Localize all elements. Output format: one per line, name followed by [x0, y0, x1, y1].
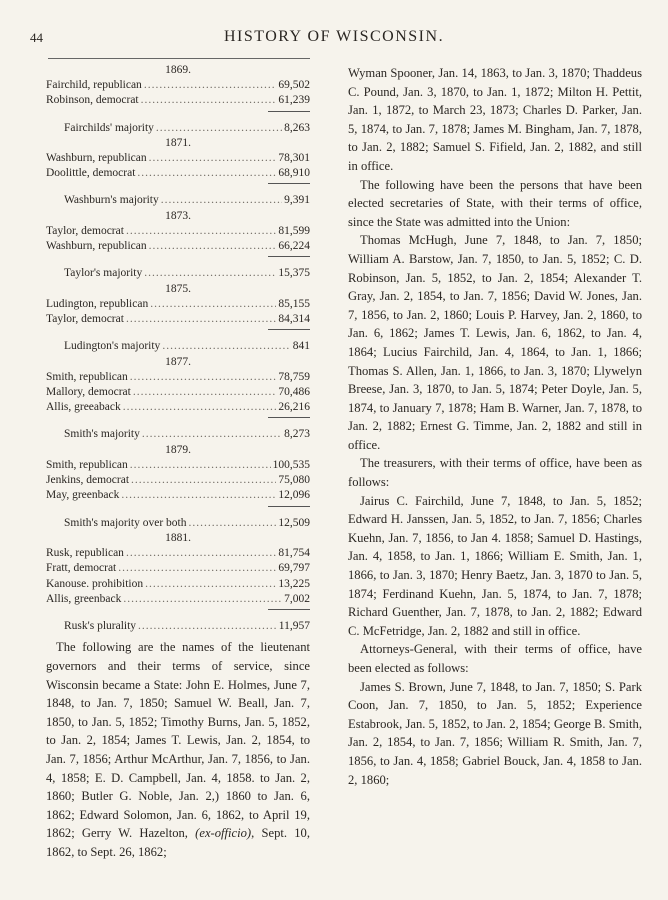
candidate-row [46, 400, 310, 415]
candidate-row [46, 297, 310, 312]
candidate-name: Washburn, republican [46, 240, 147, 253]
candidate-row [46, 592, 310, 607]
vote-count: 61,239 [278, 94, 310, 107]
vote-count: 81,599 [278, 224, 310, 237]
total-rule [268, 183, 310, 193]
dot-leader [137, 166, 276, 181]
vote-count: 84,314 [278, 312, 310, 325]
dot-leader [149, 151, 277, 166]
majority-value: 15,375 [278, 267, 310, 280]
total-rule [268, 417, 310, 427]
candidate-row [46, 166, 310, 181]
header-rule [48, 58, 310, 59]
candidate-name: May, greenback [46, 489, 120, 502]
majority-label: Fairchilds' majority [64, 121, 154, 134]
candidate-name: Fairchild, republican [46, 79, 142, 91]
total-rule [268, 329, 310, 339]
candidate-name: Robinson, democrat [46, 94, 139, 107]
candidate-row [46, 385, 310, 400]
election-year: 1877. [165, 355, 191, 368]
total-rule [268, 506, 310, 516]
candidate-row [46, 224, 310, 239]
vote-count: 78,301 [278, 151, 310, 164]
candidate-name: Taylor, democrat [46, 224, 124, 237]
paragraph-secretaries-intro: The following have been the persons that have been elected secretaries of State, with their terms of office, since the State was admitted into the Union: [348, 177, 642, 229]
dot-leader [123, 592, 282, 607]
total-rule [268, 609, 310, 619]
election-block [46, 209, 310, 282]
paragraph-secretaries-list: Thomas McHugh, June 7, 1848, to Jan. 7, 1850; William A. Barstow, Jan. 7, 1850, to Jan. 5, 1852; C. D. Robinson, Jan. 5, 1852, to Jan. 2, 1854; Alexander T. Gray, Jan. 2, 1854, to Jan. 7, 1856; David W. Jones, Jan. 7, 1856, to Jan. 2, 1860; Louis P. Harvey, Jan. 2, 1860, to Jan. 6, 1862; James T. Lewis, Jan. 6, 1862, to Jan. 4, 1864; Lucius Fairchild, Jan. 4, 1864, to Jan. 1, 1866; Thomas S. Allen, Jan. 1, 1866, to Jan. 3, 1870; Llywelyn Breese, Jan. 3, 1870, to Jan. 5, 1874; Peter Doyle, Jan. 5, 1874, to January 7, 1878; Ham B. Warner, Jan. 7, 1878, to Jan. 2, 1882; Ernest G. Timme, Jan. 2, 1882 and still in office. [348, 233, 642, 452]
candidate-name: Fratt, democrat [46, 562, 117, 575]
candidate-row [46, 473, 310, 488]
election-year: 1873. [165, 209, 191, 222]
paragraph-attorneys-list: James S. Brown, June 7, 1848, to Jan. 7, 1850; S. Park Coon, Jan. 7, 1850, to Jan. 5, 1852; Experience Estabrook, Jan. 5, 1852, to Jan. 2, 1854; George B. Smith, Jan. 2, 1854, to Jan. 7, 1856; William R. Smith, Jan. 7, 1856, to Jan. 4, 1858; Gabriel Bouck, Jan. 4, 1858 to Jan. 2, 1860; [348, 679, 642, 787]
election-year: 1869. [165, 64, 191, 76]
total-rule [268, 111, 310, 121]
majority-value: 8,273 [284, 428, 310, 441]
dot-leader [123, 400, 277, 415]
majority-value: 12,509 [278, 516, 310, 529]
dot-leader [133, 385, 277, 400]
majority-label: Taylor's majority [64, 267, 143, 280]
vote-count: 69,502 [278, 79, 310, 91]
majority-label: Washburn's majority [64, 194, 159, 207]
dot-leader [144, 78, 277, 93]
majority-label: Smith's majority [64, 428, 140, 441]
vote-count: 12,096 [278, 489, 310, 502]
election-block [46, 355, 310, 443]
dot-leader [126, 546, 276, 561]
dot-leader [150, 297, 276, 312]
candidate-name: Rusk, republican [46, 546, 124, 559]
candidate-name: Ludington, republican [46, 297, 149, 310]
majority-label: Rusk's plurality [64, 620, 137, 633]
candidate-row [46, 577, 310, 592]
candidate-row [46, 488, 310, 503]
candidate-name: Kanouse. prohibition [46, 577, 144, 590]
candidate-name: Jenkins, democrat [46, 474, 130, 487]
vote-count: 75,080 [278, 474, 310, 487]
vote-count: 66,224 [278, 240, 310, 253]
dot-leader [189, 516, 277, 531]
dot-leader [130, 370, 277, 385]
majority-row [46, 516, 310, 531]
candidate-row [46, 561, 310, 576]
paragraph-treasurers-intro: The treasurers, with their terms of office, have been as follows: [348, 456, 642, 490]
dot-leader [138, 619, 277, 634]
running-title: HISTORY OF WISCONSIN. [223, 28, 445, 45]
majority-value: 9,391 [284, 194, 310, 207]
dot-leader [121, 488, 276, 503]
vote-count: 100,535 [272, 458, 310, 471]
vote-count: 13,225 [278, 577, 310, 590]
majority-label: Ludington's majority [64, 340, 161, 353]
candidate-name: Allis, greeaback [46, 401, 121, 414]
candidate-row [46, 78, 310, 93]
paragraph-continuation: Wyman Spooner, Jan. 14, 1863, to Jan. 3, 1870; Thaddeus C. Pound, Jan. 3, 1870, to Jan. 1, 1872; Milton H. Pettit, Jan. 1, 1872, to March 23, 1873; Charles D. Parker, Jan. 5, 1874, to Jan. 7, 1878; James M. Bingham, Jan. 7, 1878, to Jan. 2, 1882; Samuel S. Fifield, Jan. 2, 1882, and still in office. [348, 66, 642, 173]
candidate-row [46, 312, 310, 327]
majority-row [46, 266, 310, 281]
candidate-name: Taylor, democrat [46, 312, 124, 325]
election-year: 1871. [165, 136, 191, 149]
dot-leader [145, 577, 276, 592]
majority-row [46, 339, 310, 354]
majority-value: 11,957 [278, 620, 310, 633]
paragraph-attorneys-intro: Attorneys-General, with their terms of office, have been elected as follows: [348, 642, 642, 675]
candidate-row [46, 458, 310, 473]
vote-count: 69,797 [278, 562, 310, 575]
candidate-name: Mallory, democrat [46, 385, 131, 398]
election-year: 1879. [165, 443, 191, 456]
election-year: 1875. [165, 282, 191, 295]
candidate-row [46, 546, 310, 561]
majority-value: 841 [292, 340, 310, 353]
majority-label: Smith's majority over both [64, 516, 187, 529]
vote-count: 68,910 [278, 167, 310, 180]
total-rule [268, 256, 310, 266]
candidate-row [46, 370, 310, 385]
election-year: 1881. [165, 531, 191, 544]
dot-leader [162, 339, 290, 354]
election-results-table [46, 63, 310, 634]
candidate-name: Doolittle, democrat [46, 167, 136, 180]
vote-count: 26,216 [278, 401, 310, 414]
lieutenant-governors-paragraph: The following are the names of the lieutenant governors and their terms of service, since Wisconsin became a State: John E. Holmes, June 7, 1848, to Jan. 7, 1850; Samuel W. Beall, Jan. 7, 1850, to Jan. 5, 1852; Timothy Burns, Jan. 5, 1852, to Jan. 2, 1854; James T. Lewis, Jan. 2, 1854, to Jan. 7, 1856; Arthur McArthur, Jan. 7, 1856, to Jan. 4, 1858; E. D. Campbell, Jan. 4, 1858. to Jan. 2, 1860; Butler G. Noble, Jan. 2,) 1860 to Jan. 6, 1862; Edward Solomon, Jan. 6, 1862, to April 19, 1862; Gerry W. Hazelton, (ex-officio), Sept. 10, 1862, to Sept. 26, 1862; [46, 640, 310, 859]
candidate-row [46, 239, 310, 254]
candidate-name: Allis, greenback [46, 592, 122, 605]
majority-row [46, 193, 310, 208]
dot-leader [126, 312, 276, 327]
election-block [46, 63, 310, 136]
dot-leader [131, 473, 276, 488]
candidate-name: Smith, republican [46, 458, 128, 471]
vote-count: 85,155 [278, 297, 310, 310]
dot-leader [142, 427, 282, 442]
candidate-row [46, 151, 310, 166]
election-block [46, 136, 310, 209]
page-number: 44 [30, 30, 43, 45]
dot-leader [130, 458, 271, 473]
dot-leader [149, 239, 277, 254]
vote-count: 70,486 [278, 385, 310, 398]
election-block [46, 531, 310, 634]
dot-leader [144, 266, 276, 281]
election-block [46, 282, 310, 355]
dot-leader [126, 224, 276, 239]
candidate-row [46, 93, 310, 108]
majority-value: 8,263 [284, 121, 310, 134]
candidate-name: Washburn, republican [46, 151, 147, 164]
vote-count: 78,759 [278, 370, 310, 383]
dot-leader [161, 193, 282, 208]
paragraph-treasurers-list: Jairus C. Fairchild, June 7, 1848, to Jan. 5, 1852; Edward H. Janssen, Jan. 5, 1852, to Jan. 7, 1856; Charles Kuehn, Jan. 7, 1856, to Jan 4. 1858; Samuel D. Hastings, Jan. 4, 1858, to Jan. 1, 1866; William E. Smith, Jan. 1, 1866, to Jan. 3, 1870; Henry Baetz, Jan. 3, 1870 to Jan. 5, 1874; Ferdinand Kuehn, Jan. 5, 1874, to Jan. 7, 1878; Richard Guenther, Jan. 7, 1878, to Jan. 2, 1882; Edward C. McFetridge, Jan. 2, 1882 and still in office. [348, 493, 642, 638]
majority-row [46, 427, 310, 442]
candidate-name: Smith, republican [46, 370, 128, 383]
election-results-column [46, 63, 310, 862]
vote-count: 81,754 [278, 546, 310, 559]
majority-row [46, 619, 310, 634]
vote-count: 7,002 [284, 592, 310, 605]
dot-leader [118, 561, 276, 576]
election-block [46, 443, 310, 531]
majority-row [46, 121, 310, 136]
dot-leader [141, 93, 277, 108]
dot-leader [156, 121, 282, 136]
officers-text-column [348, 64, 642, 789]
